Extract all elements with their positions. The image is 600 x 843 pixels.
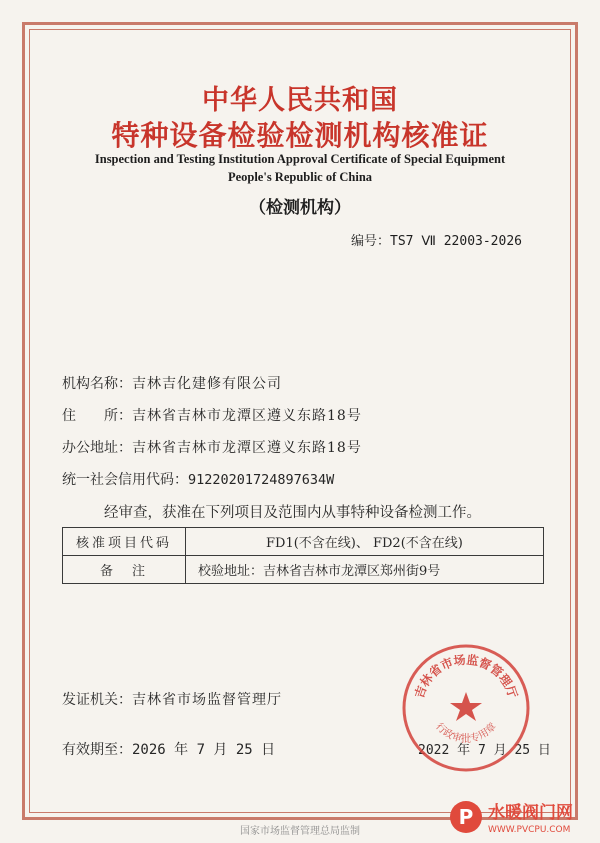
scope-value: FD1(不含在线)、 FD2(不含在线) [186,528,544,556]
org-name-label: 机构名称： [62,376,132,392]
office-address-value: 吉林省吉林市龙潭区遵义东路18号 [132,440,362,456]
site-watermark [448,796,598,838]
issuer-field [62,689,282,709]
remark-key: 备 注 [63,556,186,584]
validity-value: 2026 年 7 月 25 日 [132,742,276,758]
table-row [63,556,544,584]
scope-key: 核准项目代码 [63,528,186,556]
seal-top-text: 吉林省市场监督管理厅 [412,652,520,701]
watermark-cn: 水暖阀门网 [488,803,573,823]
svg-text:P: P [458,805,474,829]
credit-code-label: 统一社会信用代码： [62,472,188,488]
table-row [63,528,544,556]
certificate-number: 编号：TS7 Ⅶ 22003-2026 [351,234,522,249]
issue-date: 2022 年 7 月 25 日 [418,743,551,758]
institution-kind: （检测机构） [249,198,351,218]
scope-table [62,527,544,584]
footer-supervisor: 国家市场监督管理总局监制 [240,826,360,837]
official-seal [400,642,532,774]
seal-bottom-text: 行政审批专用章 [433,721,499,745]
title-english-line1: Inspection and Testing Institution Approval Certificate of Special Equipment [94,152,506,166]
credit-code-field [62,469,334,489]
title-certificate: 特种设备检验检测机构核准证 [111,119,489,152]
residence-field [62,405,362,425]
watermark-url: WWW.PVCPU.COM [488,825,571,835]
credit-code-value: 91220201724897634W [188,472,335,488]
approval-statement: 经审查，获准在下列项目及范围内从事特种设备检测工作。 [104,505,481,521]
validity-field [62,739,275,759]
office-address-field [62,437,362,457]
org-name-value: 吉林吉化建修有限公司 [132,376,282,392]
seal-star-icon [450,692,482,721]
title-country: 中华人民共和国 [202,85,398,116]
office-address-label: 办公地址： [62,440,132,456]
issuer-value: 吉林省市场监督管理厅 [132,692,282,708]
remark-value: 校验地址：吉林省吉林市龙潭区郑州街9号 [186,556,544,584]
org-name-field [62,373,282,393]
issuer-label: 发证机关： [62,692,132,708]
validity-label: 有效期至： [62,742,132,758]
residence-label: 住 所： [62,408,132,424]
title-english-line2: People's Republic of China [227,170,373,184]
residence-value: 吉林省吉林市龙潭区遵义东路18号 [132,408,362,424]
